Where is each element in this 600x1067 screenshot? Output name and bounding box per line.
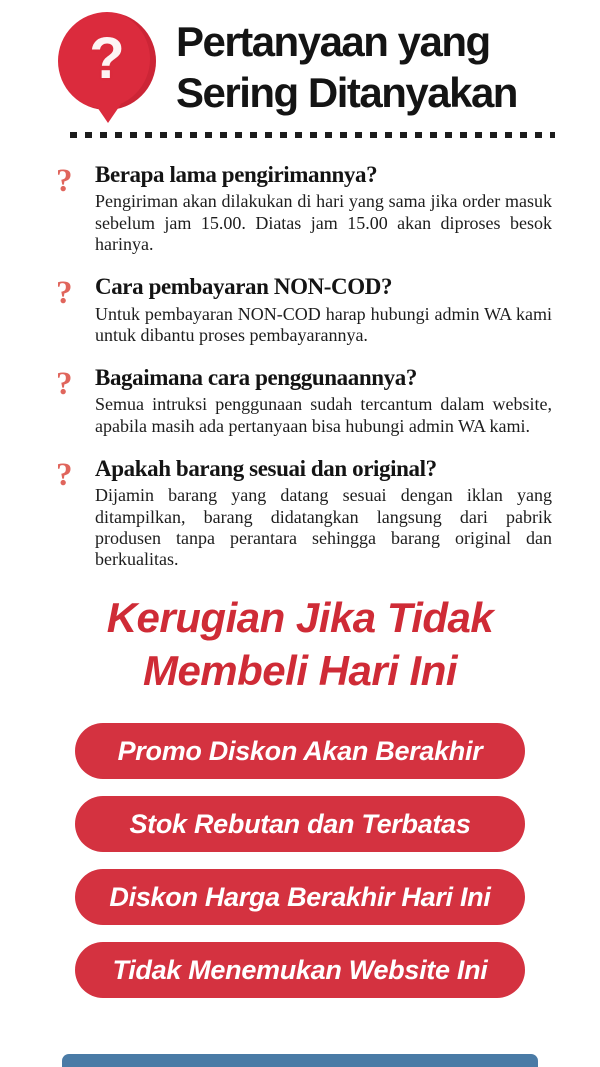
question-mark-icon: ? [56, 456, 73, 493]
question-mark-icon: ? [56, 366, 73, 403]
next-section-edge [62, 1054, 538, 1067]
question-mark-icon: ? [56, 275, 73, 312]
faq-item-shipping [56, 162, 552, 255]
faq-item-usage [56, 365, 552, 437]
page-title [176, 16, 517, 118]
cta-button-limited-stock[interactable]: Stok Rebutan dan Terbatas [75, 796, 525, 852]
faq-answer: Semua intruksi penggunaan sudah tercantum dalam website, apabila masih ada pertanyaan bisa hubungi admin WA kami. [95, 394, 552, 436]
faq-answer: Dijamin barang yang datang sesuai dengan iklan yang ditampilkan, barang didatangkan langsung dari pabrik produsen tanpa perantara sehingga barang original dan berkualitas. [95, 485, 552, 570]
faq-item-body [95, 456, 552, 570]
faq-item-originality [56, 456, 552, 570]
page-title-line1: Pertanyaan yang [176, 18, 490, 65]
faq-item-body [95, 365, 552, 437]
question-bubble-tail [95, 104, 121, 136]
faq-item-body [95, 274, 552, 346]
loss-heading-line1: Kerugian Jika Tidak [106, 594, 494, 642]
faq-answer: Pengiriman akan dilakukan di hari yang sama jika order masuk sebelum jam 15.00. Diatas jam 15.00 akan diproses besok harinya. [95, 191, 552, 254]
faq-item-payment [56, 274, 552, 346]
cta-button-promo-ends[interactable]: Promo Diskon Akan Berakhir [75, 723, 525, 779]
question-bubble-icon [58, 12, 160, 124]
question-mark-glyph: ? [89, 26, 125, 91]
cta-button-website-not-found[interactable]: Tidak Menemukan Website Ini [75, 942, 525, 998]
cta-button-list [0, 723, 600, 998]
faq-item-body [95, 162, 552, 255]
page-header [0, 0, 600, 124]
faq-question: Bagaimana cara penggunaannya? [95, 365, 417, 391]
page-title-line2: Sering Ditanyakan [176, 69, 517, 117]
loss-heading [0, 592, 600, 697]
faq-list [0, 138, 600, 570]
cta-button-discount-ends-today[interactable]: Diskon Harga Berakhir Hari Ini [75, 869, 525, 925]
question-mark-icon: ? [56, 163, 73, 199]
faq-question: Cara pembayaran NON-COD? [95, 274, 393, 300]
faq-question: Berapa lama pengirimannya? [95, 162, 378, 187]
faq-answer: Untuk pembayaran NON-COD harap hubungi admin WA kami untuk dibantu proses pembayarannya. [95, 303, 552, 345]
loss-heading-line2: Membeli Hari Ini [142, 646, 458, 694]
faq-question: Apakah barang sesuai dan original? [95, 455, 437, 481]
question-bubble-circle [58, 12, 156, 110]
